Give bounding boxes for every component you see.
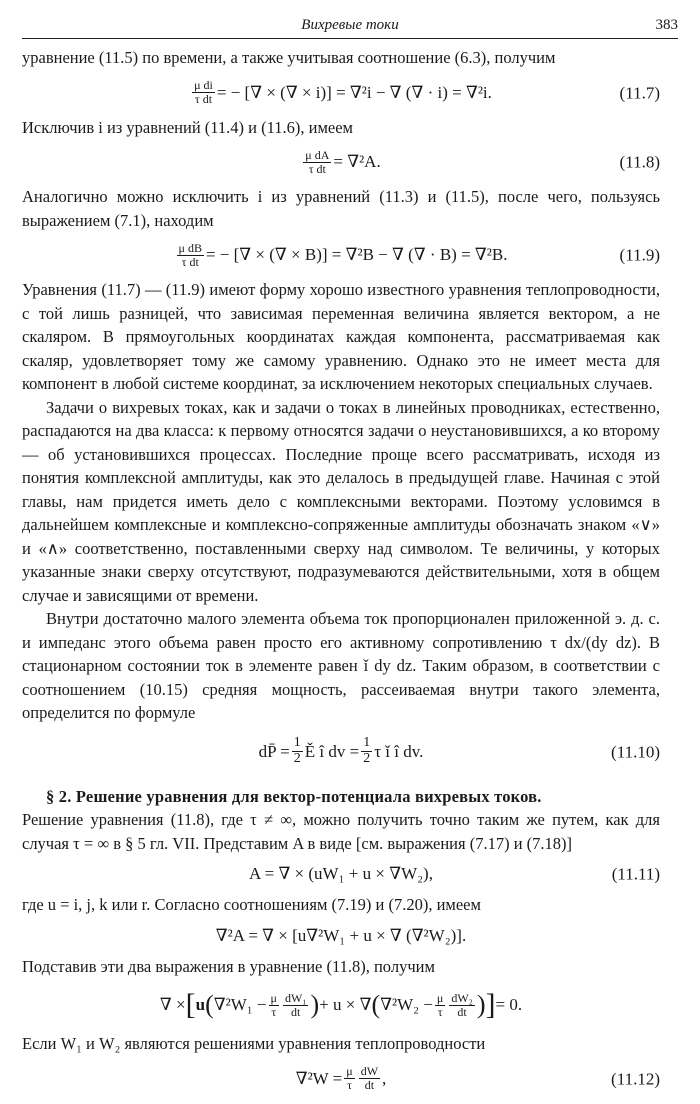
fraction: $\frac{dW}{dt}$ [360, 1064, 379, 1092]
running-title: Вихревые токи [301, 17, 399, 33]
paragraph: где u = i, j, k или r. Согласно соотношениям (7.19) и (7.20), имеем [22, 895, 481, 914]
equation-expression: ∇²A = ∇ × [u∇²W₁ + u × ∇ (∇²W₂)]. [215, 925, 467, 945]
paren: ( [371, 990, 381, 1019]
equation-rhs: = ∇²A. [333, 152, 381, 172]
page-body [22, 46, 660, 1102]
section [22, 785, 660, 856]
equation-unnumbered: ∇ × [ u ( ∇²W₁ − $\frac{\mu}{\tau}$ $\frac{\text{dW₁}}{dt}$ ) + u × ∇ ( ∇²W₂ − $\frac{\mu}{\tau}$ $\frac{\text{dW₂}}{dt}$ ) ] = 0. [159, 988, 523, 1021]
paragraph: Уравнения (11.7) — (11.9) имеют форму хорошо известного уравнения теплопроводности, с той лишь разницей, что зависимая переменная величина является вектором, а не скаляром. В прямоугольных координатах каждая компонента, рассматриваемая как скаляр, удовлетворяет тому же самому уравнению. Однако это не имеет места для компонент в любой системе координат, за исключением некоторых специальных случаев. [22, 280, 660, 393]
fraction: $\frac{1}{2}$ [363, 735, 371, 766]
paragraph: Исключив i из уравнений (11.4) и (11.6), имеем [22, 117, 353, 137]
equation-unnumbered [22, 917, 660, 955]
equation-rhs: = − [∇ × (∇ × B)] = ∇²B − ∇ (∇ · B) = ∇²B. [205, 245, 508, 265]
page-number: 383 [655, 17, 678, 33]
page-header [22, 8, 678, 39]
paren: ( [205, 990, 214, 1019]
fraction: $\frac{\text{dW₁}}{dt}$ [284, 990, 307, 1019]
equation-11-9 [22, 232, 660, 278]
paragraph: Подставив эти два выражения в уравнение (11.8), получим [22, 956, 435, 976]
equation-number: (11.7) [619, 82, 660, 102]
section-title: § 2. Решение уравнения для вектор-потенциала вихревых токов. [46, 786, 542, 806]
paren: ) [476, 990, 486, 1019]
fraction: $\frac{\text{μ dB}}{\text{τ dt}}$ [178, 240, 202, 269]
paragraph: Аналогично можно исключить i из уравнений (11.3) и (11.5), после чего, пользуясь выражением (7.1), находим [22, 187, 660, 230]
paragraph: Внутри достаточно малого элемента объема ток пропорционален приложенной э. д. с. и импеданс этого объема равен просто его активному сопротивлению τ dx/(dy dz). В стационарном состоянии ток в элементе равен ǐ dy dz. Таким образом, в соответствии с соотношением (10.15) средняя мощность, рассеиваемая внутри такого элемента, определится по формуле [22, 609, 660, 722]
paragraph: Если W₁ и W₂ являются решениями уравнения теплопроводности [22, 1034, 486, 1053]
fraction: $\frac{1}{2}$ [293, 735, 301, 766]
equation-11-10: dP̄ = $\frac{1}{2}$ Ě î dv = $\frac{1}{2}$ τ ǐ î dv. (11.10) [258, 735, 660, 766]
fraction: $\frac{\mu}{\tau}$ [346, 1064, 353, 1092]
equation-number: (11.10) [611, 741, 660, 761]
equation-11-8 [22, 139, 660, 185]
equation-rhs: = − [∇ × (∇ × i)] = ∇²i − ∇ (∇ · i) = ∇²i. [216, 82, 492, 102]
paragraph: Задачи о вихревых токах, как и задачи о токах в линейных проводниках, естественно, распадаются на два класса: к первому относятся задачи о неустановившихся, а ко второму — об установившихся процессах. Последние проще всего рассматривать, исходя из понятия комплексной амплитуды, как это делалось в предыдущей главе. Начиная с этой главы, нам придется иметь дело с комплексными векторами. Поэтому условимся в дальнейшем комплексные и комплексно-сопряженные амплитуды обозначать знаком «∨» и «∧» соответственно, поставленными сверху над символом. Те величины, у которых указанные знаки сверху отсутствуют, подразумеваются действительными, хотя в общем случае и зависящими от времени. [22, 397, 660, 605]
equation-number: (11.11) [611, 864, 660, 884]
fraction: $\frac{\text{dW₂}}{dt}$ [451, 990, 473, 1019]
equation-expression: A = ∇ × (uW₁ + u × ∇W₂), [249, 864, 433, 884]
section-heading [22, 785, 660, 809]
equation-number: (11.12) [611, 1068, 660, 1088]
fraction: $\frac{\text{μ di}}{\text{τ dt}}$ [194, 78, 213, 106]
fraction: $\frac{\text{μ dA}}{\text{τ dt}}$ [305, 147, 330, 176]
bracket: [ [185, 988, 196, 1021]
paren: ) [310, 990, 320, 1019]
paragraph: уравнение (11.5) по времени, а также учитывая соотношение (6.3), получим [22, 48, 556, 67]
equation-number: (11.8) [619, 152, 660, 172]
equation-11-11 [22, 855, 660, 893]
equation-11-12: ∇²W = $\frac{\mu}{\tau}$ $\frac{dW}{dt}$ , (11.12) [295, 1064, 660, 1092]
fraction: $\frac{\mu}{\tau}$ [436, 990, 444, 1019]
bracket: ] [485, 988, 496, 1021]
paragraph: Решение уравнения (11.8), где τ ≠ ∞, можно получить точно таким же путем, как для случая τ = ∞ в § 5 гл. VII. Представим A в виде [см. выражения (7.17) и (7.18)] [22, 810, 660, 853]
fraction: $\frac{\mu}{\tau}$ [270, 990, 277, 1019]
equation-11-7 [22, 70, 660, 116]
equation-number: (11.9) [619, 245, 660, 265]
